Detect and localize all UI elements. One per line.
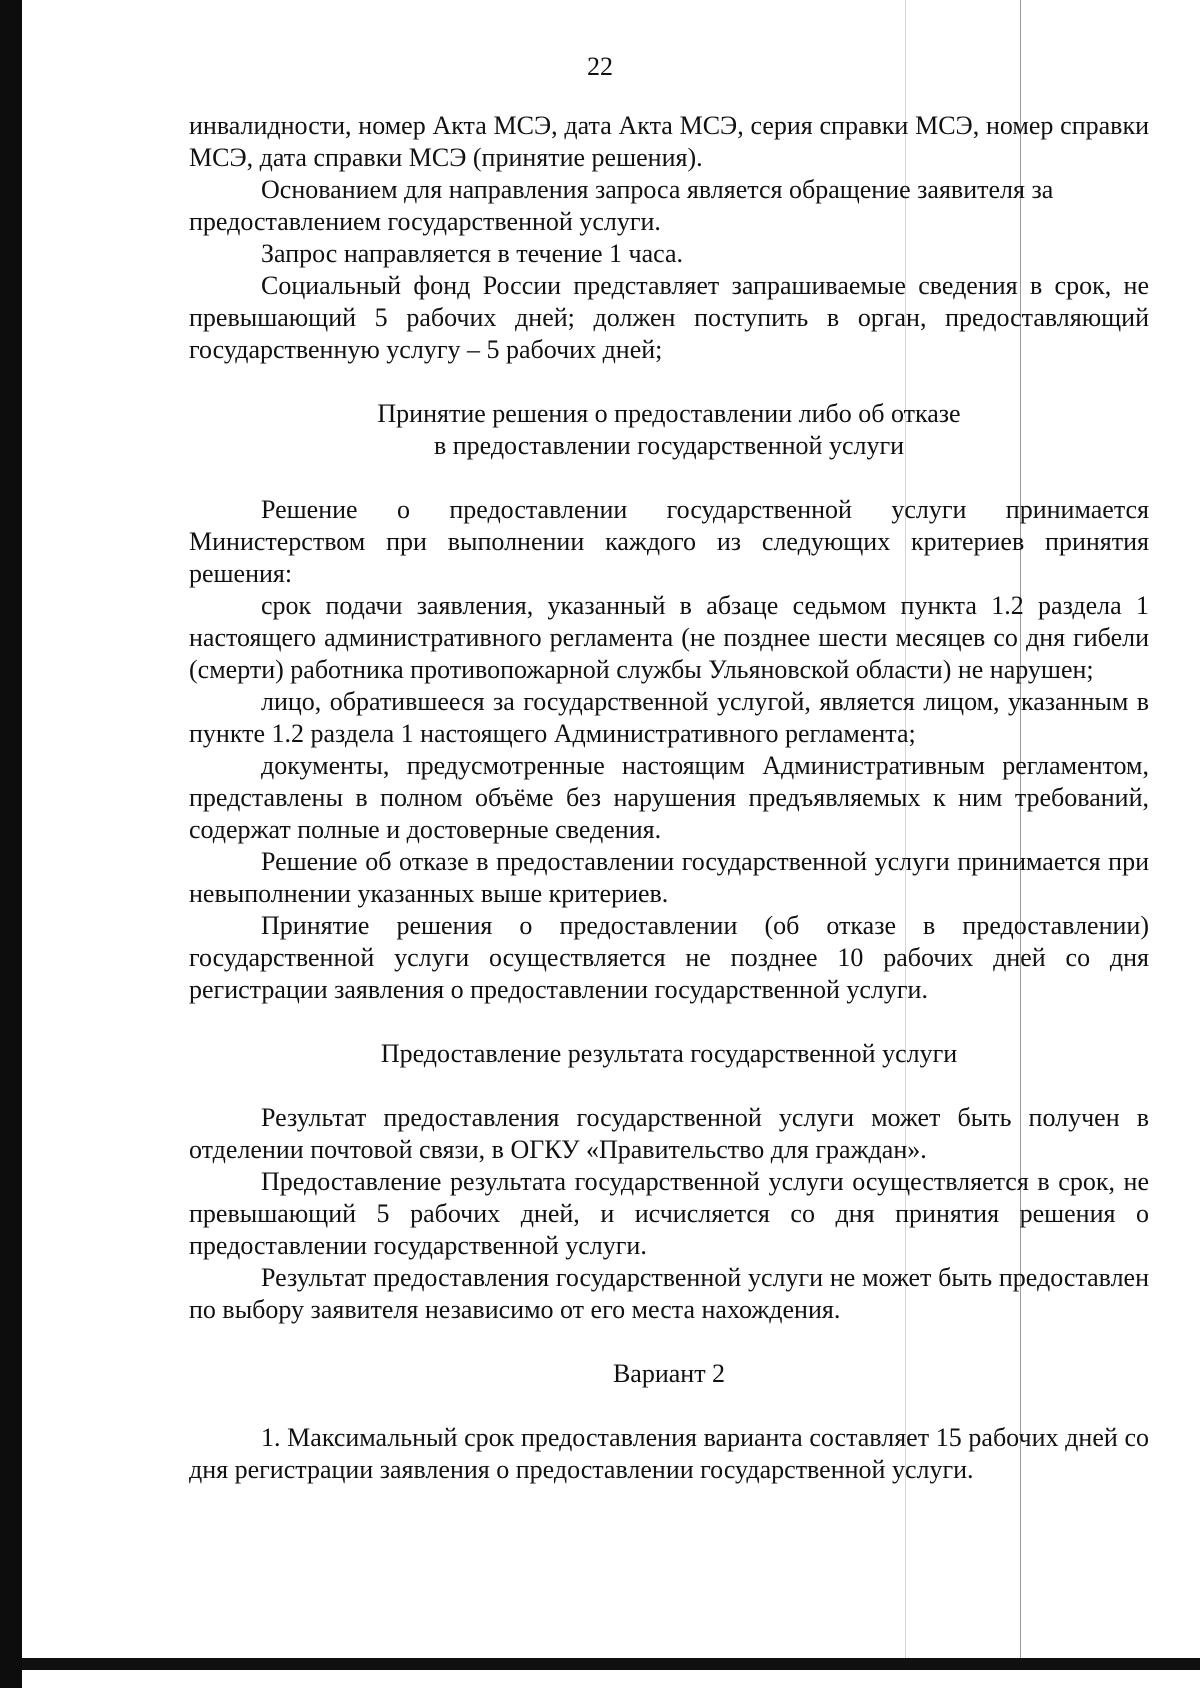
paragraph-documents-complete: документы, предусмотренные настоящим Административным регламентом, представлены в полном объёме без нарушения предъявляемых к ним требований, содержат полные и достоверные сведения. — [189, 751, 1149, 844]
heading-line: Принятие решения о предоставлении либо об отказе — [377, 399, 961, 428]
paragraph-decision-deadline: Принятие решения о предоставлении (об отказе в предоставлении) государственной услуги осуществляется не позднее 10 рабочих дней со дня регистрации заявления о предоставлении государственной услуги. — [189, 911, 1149, 1004]
paragraph-result-delivery: Результат предоставления государственной услуги может быть получен в отделении почтовой связи, в ОГКУ «Правительство для граждан». — [189, 1103, 1149, 1164]
scan-bottom-border — [22, 1658, 1200, 1670]
paragraph-request-time: Запрос направляется в течение 1 часа. — [261, 239, 684, 268]
page-number: 22 — [587, 52, 613, 81]
paragraph-variant-max-term: 1. Максимальный срок предоставления варианта составляет 15 рабочих дней со дня регистрации заявления о предоставлении государственной услуги. — [189, 1423, 1149, 1484]
scan-left-border — [0, 0, 22, 1688]
paragraph-decision-criteria: Решение о предоставлении государственной услуги принимается Министерством при выполнении каждого из следующих критериев принятия решения: — [189, 495, 1149, 588]
paragraph-result-term: Предоставление результата государственной услуги осуществляется в срок, не превышающий 5 рабочих дней, и исчисляется со дня принятия решения о предоставлении государственной услуги. — [189, 1167, 1149, 1260]
paragraph-refusal: Решение об отказе в предоставлении государственной услуги принимается при невыполнении указанных выше критериев. — [189, 847, 1149, 908]
heading-line: в предоставлении государственной услуги — [433, 431, 905, 460]
section-heading-variant-2: Вариант 2 — [612, 1359, 726, 1388]
section-heading-result: Предоставление результата государственной услуги — [380, 1039, 958, 1068]
document-body — [189, 110, 1149, 1486]
section-heading-decision — [189, 398, 1149, 462]
paragraph-disability-fields: инвалидности, номер Акта МСЭ, дата Акта МСЭ, серия справки МСЭ, номер справки МСЭ, дата справки МСЭ (принятие решения). — [189, 111, 1149, 172]
paragraph-request-basis: Основанием для направления запроса является обращение заявителя за предоставлением государственной услуги. — [189, 175, 1054, 236]
paragraph-application-deadline: срок подачи заявления, указанный в абзаце седьмом пункта 1.2 раздела 1 настоящего административного регламента (не позднее шести месяцев со дня гибели (смерти) работника противопожарной службы Ульяновской области) не нарушен; — [189, 591, 1149, 684]
paragraph-social-fund: Социальный фонд России представляет запрашиваемые сведения в срок, не превышающий 5 рабочих дней; должен поступить в орган, предоставляющий государственную услугу – 5 рабочих дней; — [189, 271, 1149, 364]
paragraph-applicant-eligible: лицо, обратившееся за государственной услугой, является лицом, указанным в пункте 1.2 раздела 1 настоящего Административного регламента; — [189, 687, 1149, 748]
paragraph-result-location: Результат предоставления государственной услуги не может быть предоставлен по выбору заявителя независимо от его места нахождения. — [189, 1263, 1149, 1324]
